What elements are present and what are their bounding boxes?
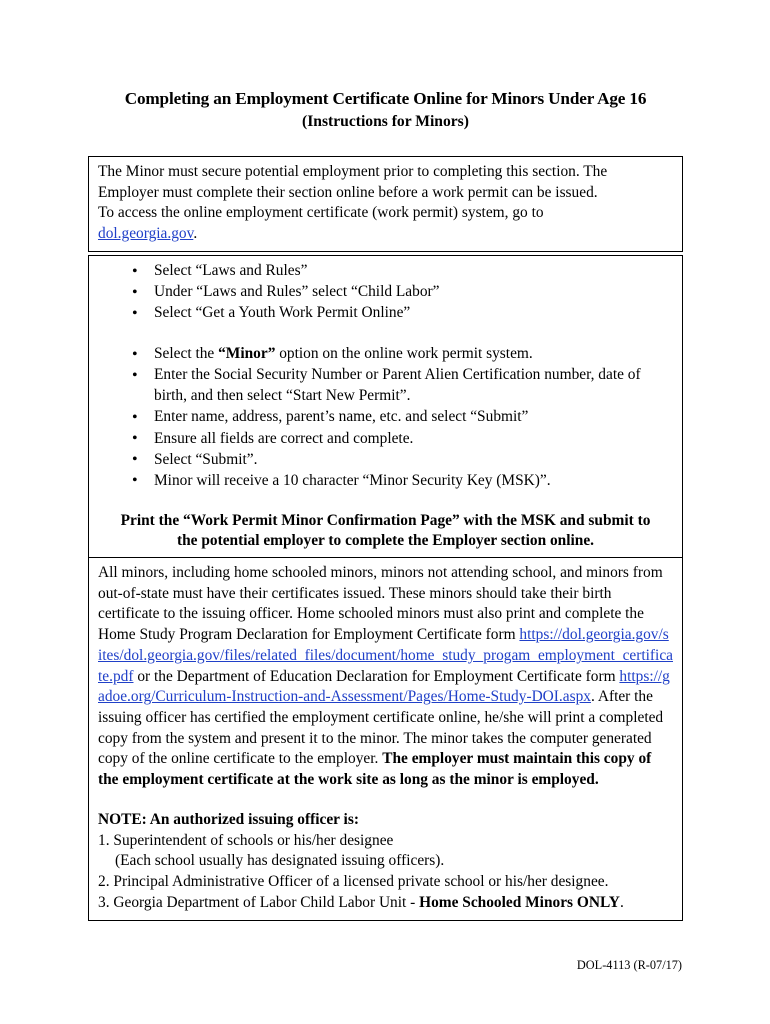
intro-link-period: . (193, 225, 198, 243)
page-title (88, 88, 683, 132)
details-text-part-3: . After the issuing officer has certified the employment certificate online, he/she will print a completed copy from the system and present it to the minor. The minor takes the computer generated copy of the online certificate to the employer. (98, 688, 664, 768)
list-item (98, 407, 673, 428)
list-item (98, 282, 673, 303)
step-text-suffix: option on the online work permit system. (275, 345, 533, 363)
intro-line-2: Employer must complete their section online before a work permit can be issued. (98, 183, 598, 201)
step-text: Ensure all fields are correct and complete. (154, 429, 414, 447)
steps-footer-line-2: the potential employer to complete the Employer section online. (176, 532, 595, 550)
steps-box-footer-note (98, 511, 673, 554)
step-text: Enter name, address, parent’s name, etc. and select “Submit” (154, 408, 529, 426)
list-item (98, 471, 673, 492)
step-text: Minor will receive a 10 character “Minor Security Key (MSK)”. (154, 471, 551, 489)
note-item-1-sub: (Each school usually has designated issuing officers). (115, 852, 445, 870)
note-item-3-emphasis: Home Schooled Minors ONLY (419, 893, 620, 911)
step-text: Select “Get a Youth Work Permit Online” (154, 304, 411, 322)
note-item-3-prefix: 3. Georgia Department of Labor Child Labor Unit - (98, 893, 420, 911)
note-heading: NOTE: An authorized issuing officer is: (98, 810, 359, 828)
page-title-subtitle: (Instructions for Minors) (302, 113, 469, 131)
note-item-3-suffix: . (619, 893, 624, 911)
steps-box (88, 255, 683, 560)
list-item (98, 365, 673, 406)
step-text: Select “Submit”. (154, 450, 258, 468)
steps-bullet-list (98, 261, 673, 492)
form-number-footer: DOL-4113 (R-07/17) (576, 958, 682, 972)
intro-paragraph (98, 162, 673, 245)
page-title-main: Completing an Employment Certificate Online for Minors Under Age 16 (124, 89, 647, 108)
intro-line-1: The Minor must secure potential employment prior to completing this section. The (98, 163, 608, 180)
list-item (98, 429, 673, 450)
intro-box (88, 156, 683, 252)
step-text-emphasis: “Minor” (218, 345, 276, 363)
step-text: Under “Laws and Rules” select “Child Labor” (154, 283, 440, 301)
step-text: Select “Laws and Rules” (154, 262, 308, 279)
steps-footer-line-1: Print the “Work Permit Minor Confirmation Page” with the MSK and submit to (120, 511, 651, 529)
gadoe-home-study-doi-link[interactable]: https://gadoe.org/Curriculum-Instruction-and-Assessment/Pages/Home-Study-DOI.aspx (98, 667, 670, 706)
list-item (98, 261, 673, 282)
list-item (98, 303, 673, 324)
details-text-part-1: All minors, including home schooled minors, minors not attending school, and minors from out-of-state must have their certificates issued. These minors should take their birth certificate to the issuing officer. Home schooled minors must also print and complete the Home Study Program Declaration for Employment Certificate form (98, 564, 663, 644)
details-box (88, 557, 683, 921)
intro-line-3: To access the online employment certificate (work permit) system, go to (98, 204, 544, 222)
note-item-2: 2. Principal Administrative Officer of a licensed private school or his/her designee. (98, 873, 609, 891)
details-paragraph (98, 563, 673, 791)
step-text-prefix: Select the (154, 345, 219, 363)
note-item-3 (98, 893, 673, 914)
dol-georgia-gov-link[interactable]: dol.georgia.gov (98, 225, 194, 243)
list-item (98, 450, 673, 471)
list-item (98, 344, 673, 365)
details-text-part-2: or the Department of Education Declaration for Employment Certificate form (133, 667, 620, 685)
home-study-program-pdf-link[interactable]: https://dol.georgia.gov/sites/dol.georgia.gov/files/related_files/document/home_study_progam_employment_certificate.pdf (98, 626, 673, 685)
step-text: Enter the Social Security Number or Parent Alien Certification number, date of birth, and then select “Start New Permit”. (154, 366, 641, 405)
note-item-1: 1. Superintendent of schools or his/her designee (98, 831, 394, 849)
details-text-emphasis: The employer must maintain this copy of the employment certificate at the work site as long as the minor is employed. (98, 750, 652, 789)
